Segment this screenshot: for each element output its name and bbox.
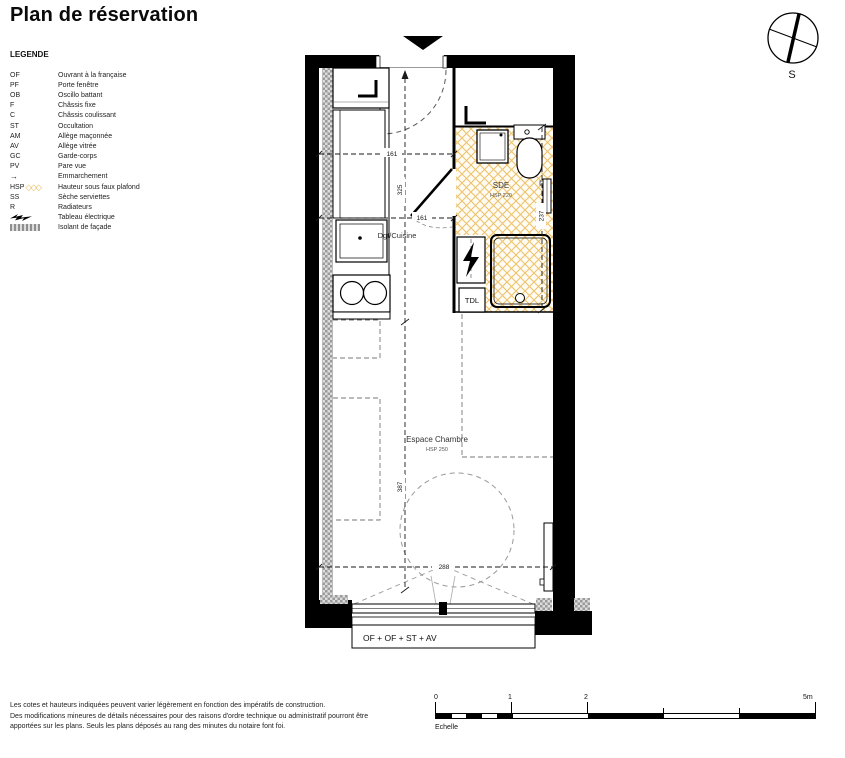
- legend-abbr: ST: [10, 122, 19, 130]
- legend-abbr: [10, 181, 58, 192]
- scale-bar: [435, 694, 825, 740]
- dim-window: 288: [438, 564, 450, 571]
- scale-segment: [481, 714, 496, 718]
- legend-label: Radiateurs: [58, 204, 92, 212]
- closet-corner-mark: [466, 106, 486, 123]
- legend-label: Allège maçonnée: [58, 132, 113, 140]
- kitchen-tall-unit: [333, 110, 385, 218]
- legend-item: [10, 182, 250, 192]
- legend-item: [10, 202, 250, 212]
- scale-tick-label: 0: [434, 694, 438, 701]
- scale-caption: Echelle: [435, 724, 458, 731]
- legend-abbr: [10, 224, 58, 231]
- legend-item: [10, 192, 250, 202]
- page-title: Plan de réservation: [10, 4, 199, 26]
- legend-abbr: OB: [10, 91, 21, 99]
- room-label-degagement: Dgt/Cuisine: [377, 231, 417, 240]
- burner: [364, 282, 387, 305]
- electric-panel-arrow-icon: [10, 213, 58, 222]
- legend-label: Allège vitrée: [58, 142, 97, 150]
- compass-icon: [758, 8, 828, 90]
- scale-tick-label: 5m: [803, 694, 813, 701]
- wall-bottom-right: [535, 611, 592, 635]
- dim-hall: 325: [397, 184, 404, 196]
- legend-label: Sèche serviettes: [58, 193, 110, 201]
- legend: [10, 50, 250, 233]
- hsp-abbr: HSP: [10, 183, 25, 191]
- legend-item: [10, 152, 250, 162]
- legend-label: Hauteur sous faux plafond: [58, 183, 140, 191]
- legend-item: [10, 101, 250, 111]
- note-line: Des modifications mineures de détails nécessaires pour des raisons d'ordre technique ou administratif pourront être: [10, 712, 369, 720]
- wall-right: [553, 55, 575, 613]
- legend-item: [10, 80, 250, 90]
- legend-item: [10, 213, 250, 223]
- room-label-sde: SDE: [492, 181, 510, 190]
- legend-item: [10, 121, 250, 131]
- legend-heading: LEGENDE: [10, 50, 49, 59]
- legend-item: [10, 70, 250, 80]
- legend-abbr: AM: [10, 132, 21, 140]
- scale-tick: [435, 702, 436, 713]
- scale-tick: [815, 702, 816, 713]
- disclaimer-notes: [10, 701, 390, 733]
- scale-segment: [466, 714, 481, 718]
- legend-abbr: C: [10, 112, 16, 120]
- legend-label: Châssis coulissant: [58, 112, 116, 120]
- legend-label: Ouvrant à la française: [58, 71, 127, 79]
- entrance-door-swing-arc: [382, 70, 446, 134]
- legend-item: [10, 90, 250, 100]
- chamber-radiator: [540, 523, 553, 591]
- washbasin: [477, 130, 508, 163]
- scale-bar-segments: [435, 713, 816, 719]
- scale-segment: [588, 714, 664, 718]
- kitchen-plinth: [333, 312, 390, 319]
- sink-faucet-dot: [358, 236, 362, 240]
- legend-item: [10, 172, 250, 182]
- scale-tick: [587, 702, 588, 713]
- legend-abbr: AV: [10, 142, 19, 150]
- shower-drain: [516, 294, 525, 303]
- dim-chamber: 387: [397, 481, 404, 493]
- wall-left: [305, 55, 319, 603]
- note-line: Les cotes et hauteurs indiquées peuvent varier légèrement en fonction des impératifs de construction.: [10, 702, 326, 709]
- note-line: apportées sur les plans. Seuls les plans déposés au rang des minutes du notaire font foi.: [10, 723, 286, 730]
- scale-segment: [739, 714, 815, 718]
- legend-abbr: PF: [10, 81, 19, 89]
- legend-item: [10, 141, 250, 151]
- emmarchement-arrow-icon: →: [10, 172, 18, 182]
- legend-label: Garde-corps: [58, 153, 97, 161]
- legend-label: Châssis fixe: [58, 102, 96, 110]
- kitchen-sink: [336, 220, 387, 262]
- legend-label: Pare vue: [58, 163, 87, 171]
- legend-abbr: GC: [10, 153, 21, 161]
- entrance-arrow-icon: [403, 36, 443, 50]
- legend-label: Emmarchement: [58, 173, 108, 181]
- scale-tick-label: 2: [584, 694, 588, 701]
- compass-south-label: S: [788, 69, 796, 81]
- toilet-bowl: [517, 138, 542, 178]
- window-assembly: [352, 567, 535, 648]
- compass-south-needle: [788, 14, 799, 62]
- legend-item: [10, 223, 250, 233]
- room-hsp-sde: HSP 220: [490, 193, 512, 199]
- legend-item: [10, 111, 250, 121]
- floor-plan: [300, 30, 592, 658]
- hsp-diamonds-icon: ◇◇◇: [25, 181, 41, 192]
- legend-abbr: F: [10, 102, 15, 110]
- casement-swing-right: [446, 567, 533, 604]
- technical-boxes: [457, 237, 485, 312]
- dashed-zones: [333, 314, 553, 520]
- burner: [341, 282, 364, 305]
- room-label-chambre: Espace Chambre: [406, 435, 468, 444]
- legend-abbr: OF: [10, 71, 20, 79]
- legend-label: Isolant de façade: [58, 224, 112, 232]
- kitchen-units: [333, 68, 390, 319]
- scale-tick-label: 1: [508, 694, 512, 701]
- room-hsp-chambre: HSP 250: [426, 447, 448, 453]
- wall-bottom-left: [305, 600, 352, 628]
- dim-entrance: 161: [386, 151, 398, 158]
- scale-segment: [497, 714, 512, 718]
- scale-segment: [451, 714, 466, 718]
- legend-abbr: SS: [10, 193, 20, 201]
- window-mullion: [439, 602, 447, 615]
- legend-label: Tableau électrique: [58, 214, 115, 222]
- legend-item: [10, 162, 250, 172]
- scale-tick: [511, 702, 512, 713]
- legend-label: Oscillo battant: [58, 91, 103, 99]
- legend-label: Porte fenêtre: [58, 81, 99, 89]
- casement-swing-left: [354, 567, 440, 604]
- sde-door-leaf: [411, 169, 452, 216]
- window-label: OF + OF + ST + AV: [363, 633, 437, 643]
- facade-insulation-swatch-icon: [10, 224, 40, 231]
- legend-item: [10, 131, 250, 141]
- scale-segment: [436, 714, 451, 718]
- turning-circle: [400, 473, 514, 587]
- tdl-label: TDL: [464, 296, 480, 305]
- scale-segment: [512, 714, 588, 718]
- legend-abbr: PV: [10, 163, 20, 171]
- scale-segment: [663, 714, 739, 718]
- legend-abbr: R: [10, 204, 16, 212]
- dim-sde: 237: [538, 210, 546, 222]
- dim-kitchen: 161: [416, 215, 428, 222]
- legend-label: Occultation: [58, 122, 94, 130]
